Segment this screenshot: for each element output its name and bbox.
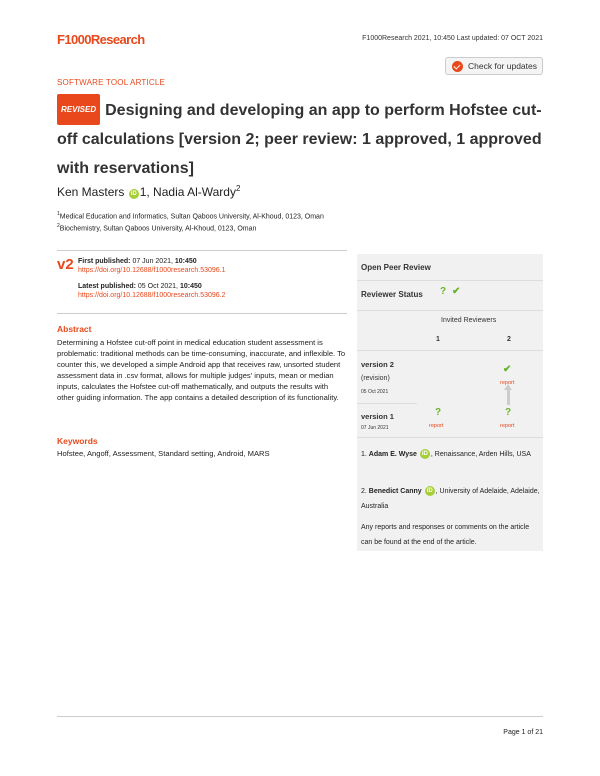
- affiliation-text: Medical Education and Informatics, Sultan Qaboos University, Al-Khoud, 0123, Oman: [59, 213, 324, 221]
- version-1-date: 07 Jun 2021: [361, 425, 389, 431]
- latest-published-volume: 10:450: [179, 283, 202, 290]
- divider: [357, 280, 543, 281]
- version-1-label[interactable]: version 1: [361, 412, 394, 421]
- reviewer-name[interactable]: Benedict Canny: [368, 488, 422, 495]
- latest-published-date: 05 Oct 2021,: [137, 283, 178, 290]
- arrow-up-icon: [507, 389, 510, 405]
- first-published-volume: 10:450: [174, 258, 197, 265]
- keywords-text: Hofstee, Angoff, Assessment, Standard setting, Android, MARS: [57, 449, 270, 458]
- report-link[interactable]: report: [500, 423, 515, 429]
- affiliation-number: 1: [57, 211, 60, 217]
- reviewer-column-1: 1: [436, 336, 440, 343]
- reviewer-name[interactable]: Adam E. Wyse: [368, 451, 417, 458]
- divider: [57, 313, 347, 314]
- author-name[interactable]: Ken Masters: [57, 185, 125, 199]
- first-published-label: First published:: [78, 258, 131, 265]
- first-published-date: 07 Jun 2021,: [132, 258, 173, 265]
- author-name[interactable]: , Nadia Al-Wardy: [146, 185, 236, 199]
- peer-review-heading: Open Peer Review: [361, 263, 431, 272]
- reviewer-affiliation: , Renaissance, Arden Hills, USA: [430, 451, 531, 458]
- affiliation-number: 2: [57, 223, 60, 229]
- latest-published-label: Latest published:: [78, 283, 136, 290]
- footer-divider: [57, 716, 543, 717]
- version-2-sublabel: (revision): [361, 375, 390, 382]
- divider: [357, 310, 543, 311]
- author-affiliation-number: 1: [139, 185, 147, 199]
- divider: [57, 250, 347, 251]
- reviewer-affiliation: , University of Adelaide, Adelaide, Australia: [361, 488, 540, 510]
- approved-icon: ✔: [503, 364, 512, 375]
- article-title-text: Designing and developing an app to perform Hofstee cut-off calculations [version 2; peer review: 1 approved, 1 approved with reservations]: [57, 102, 542, 177]
- keywords-heading: Keywords: [57, 436, 98, 446]
- question-icon: ?: [435, 407, 442, 418]
- divider: [357, 403, 417, 404]
- report-link[interactable]: report: [429, 423, 444, 429]
- article-title: [57, 94, 547, 183]
- reviewer-list-item: [361, 447, 541, 462]
- abstract-text: Determining a Hofstee cut-off point in medical education student assessment is problematic: traditional methods can be time-consuming, inaccurate, and inflexible. To counter this, we developed a simple Android app that receives raw, unsorted student assessment data in .csv format, allows for multiple judges' inputs, mean or median inputs, calculates the Hofstee cut-off mathematically, and outputs the results with other guiding information. The app contains a detailed description of its functionality.: [57, 338, 346, 402]
- affiliation-text: Biochemistry, Sultan Qaboos University, Al-Khoud, 0123, Oman: [59, 225, 257, 233]
- report-link[interactable]: report: [500, 380, 515, 386]
- reviewer-number: 1.: [361, 451, 367, 458]
- version-2-label[interactable]: version 2: [361, 360, 394, 369]
- version-label: v2: [57, 256, 74, 273]
- journal-logo: F1000Research: [57, 32, 145, 47]
- reports-note: Any reports and responses or comments on the article can be found at the end of the article.: [361, 524, 530, 546]
- divider: [357, 350, 543, 351]
- check-for-updates-label: Check for updates: [468, 61, 537, 71]
- author-list: [57, 184, 240, 199]
- reviewer-column-2: 2: [507, 336, 511, 343]
- question-icon: ?: [440, 286, 447, 297]
- first-doi-link[interactable]: https://doi.org/10.12688/f1000research.53096.1: [78, 267, 226, 274]
- version-2-date: 05 Oct 2021: [361, 389, 389, 395]
- reviewer-status-label: Reviewer Status: [361, 290, 423, 299]
- invited-reviewers-heading: Invited Reviewers: [441, 317, 497, 324]
- latest-doi-link[interactable]: https://doi.org/10.12688/f1000research.53096.2: [78, 292, 226, 299]
- revised-badge: REVISED: [57, 94, 100, 125]
- abstract-heading: Abstract: [57, 324, 92, 334]
- check-for-updates-button[interactable]: [445, 57, 543, 75]
- divider: [357, 437, 543, 438]
- orcid-icon[interactable]: iD: [421, 451, 428, 457]
- first-published: [78, 258, 226, 274]
- checkmark-icon: ✔: [452, 286, 461, 297]
- orcid-icon[interactable]: iD: [426, 488, 433, 494]
- reviewer-list-item: [361, 484, 541, 514]
- reviewer-number: 2.: [361, 488, 367, 495]
- affiliation: [57, 211, 324, 220]
- check-icon: [452, 61, 463, 72]
- article-type: SOFTWARE TOOL ARTICLE: [57, 78, 166, 87]
- orcid-icon[interactable]: iD: [130, 191, 137, 197]
- latest-published: [78, 283, 226, 299]
- header-citation: F1000Research 2021, 10:450 Last updated: 07 OCT 2021: [362, 35, 543, 42]
- question-icon: ?: [505, 407, 512, 418]
- affiliation: [57, 223, 256, 232]
- author-affiliation-number: 2: [235, 184, 241, 193]
- page-number: Page 1 of 21: [503, 729, 543, 736]
